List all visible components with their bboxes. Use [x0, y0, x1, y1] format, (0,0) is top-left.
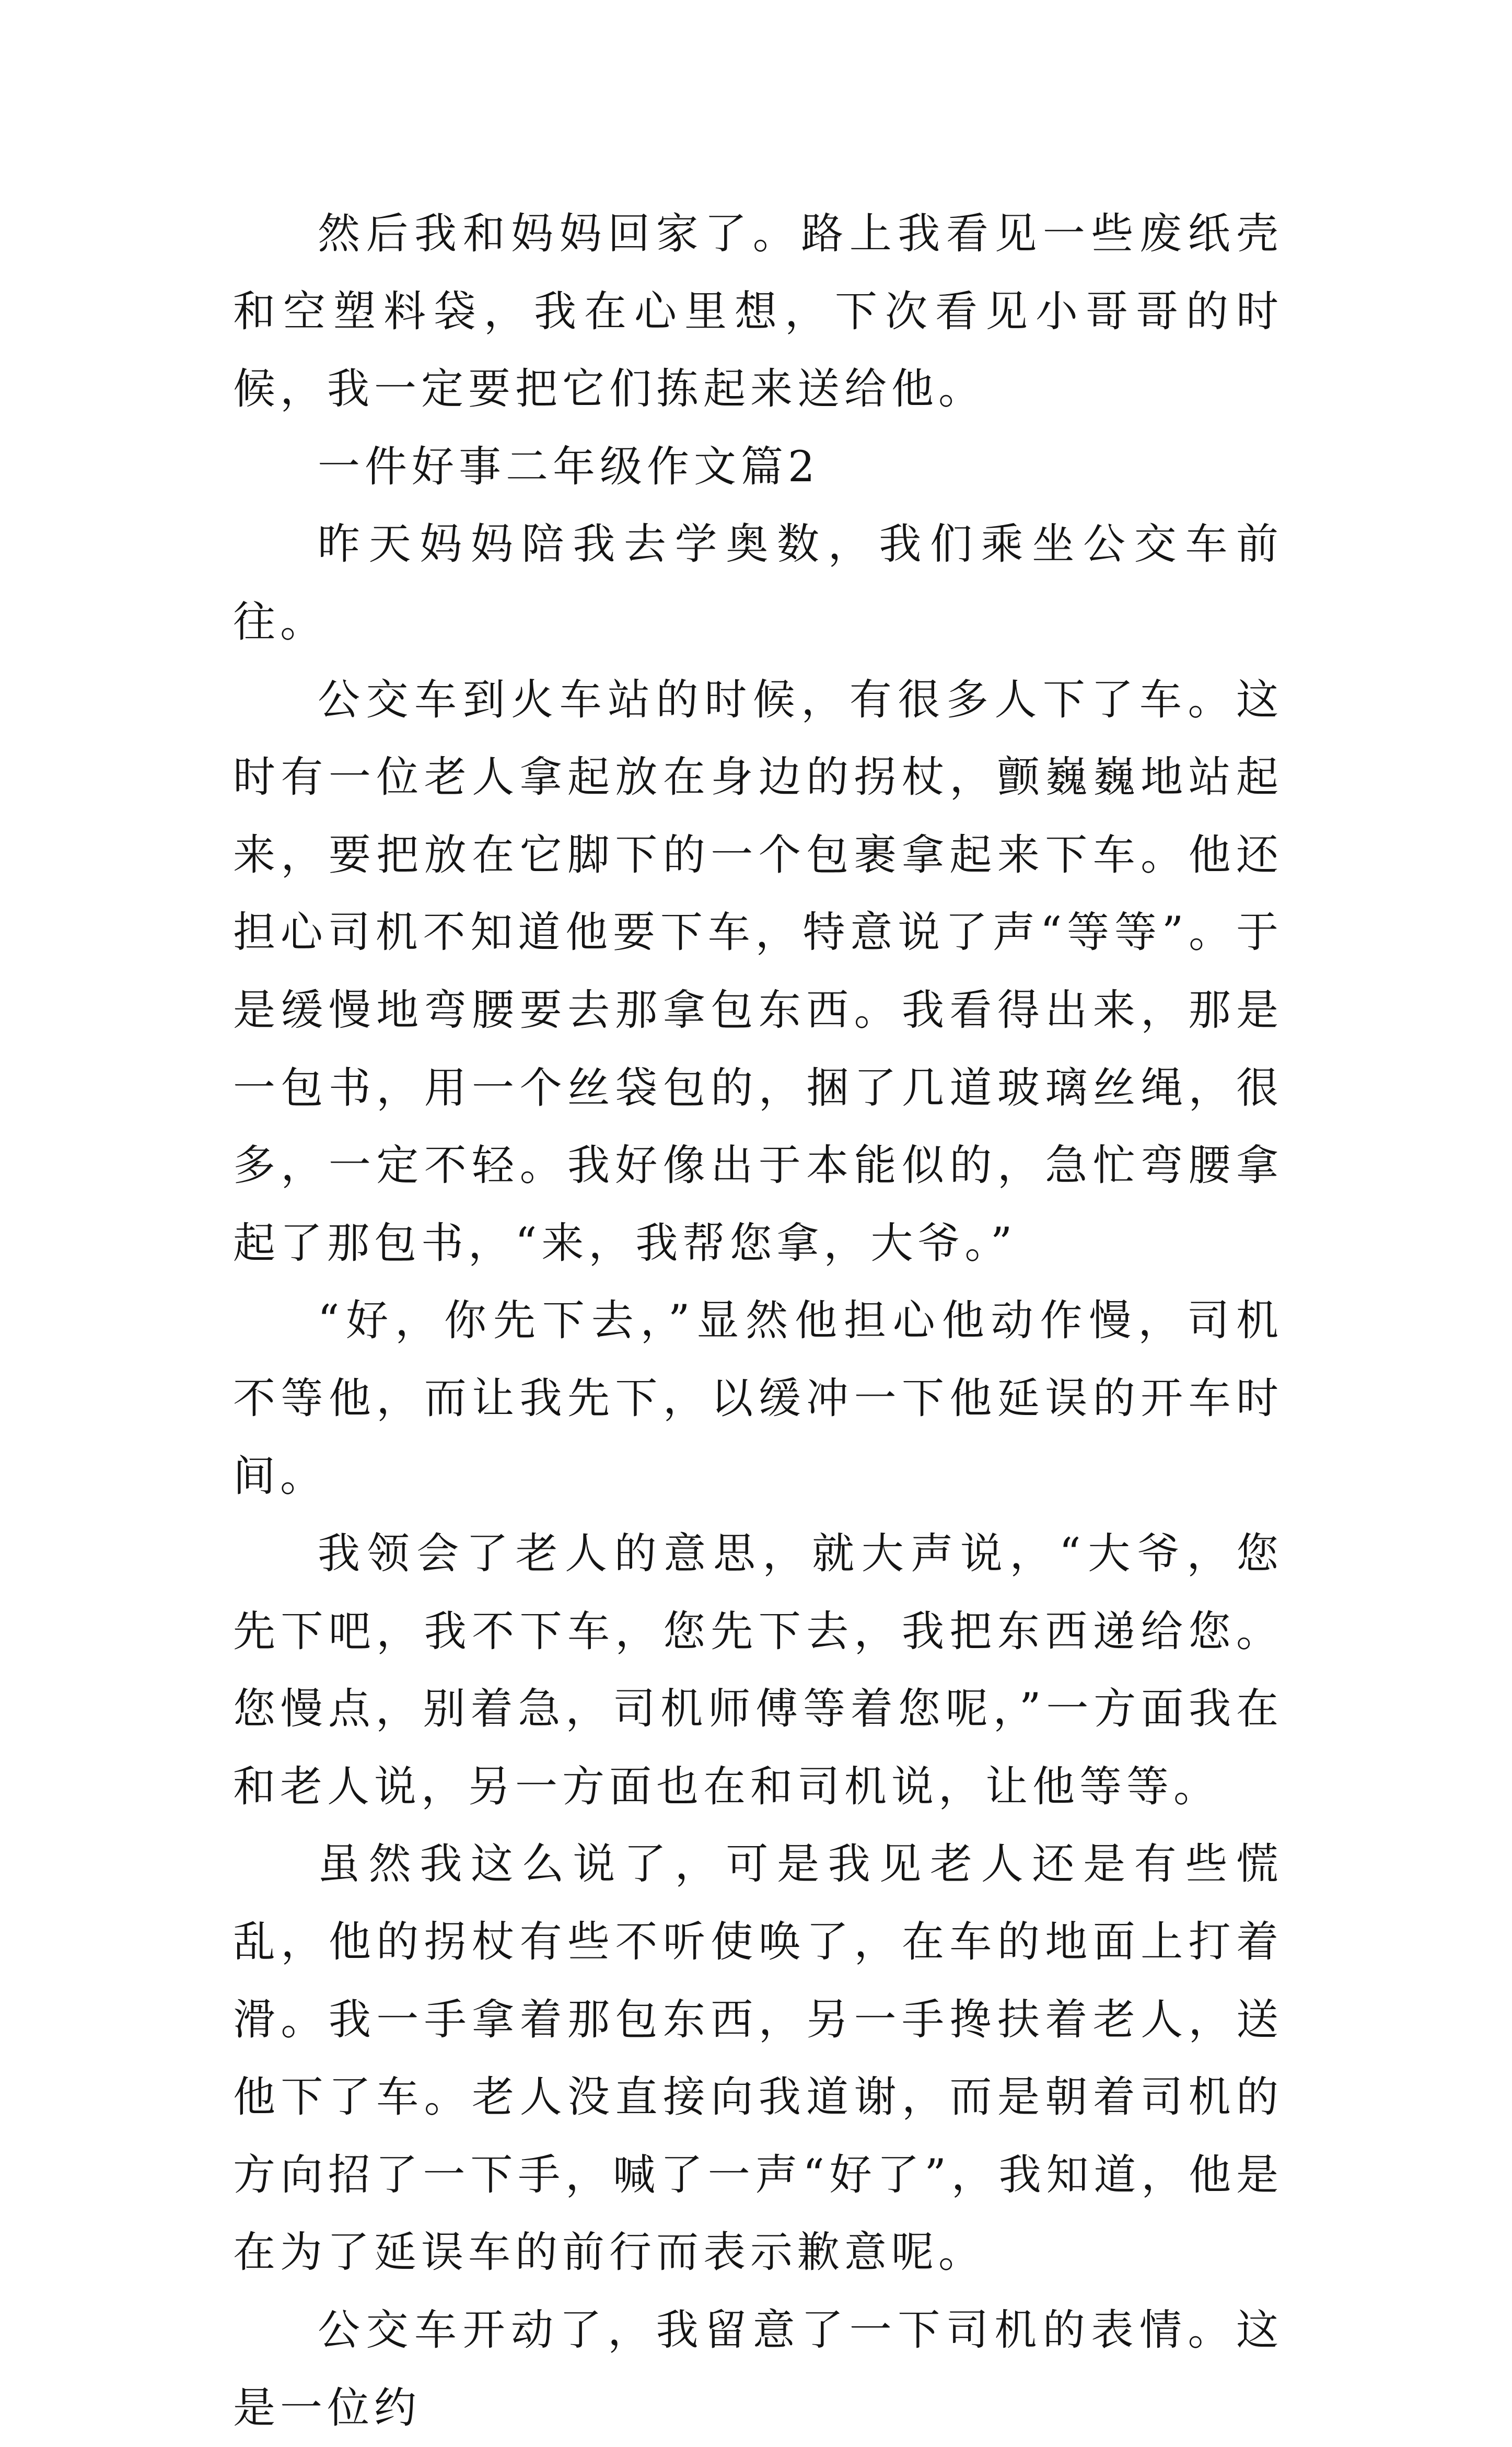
- paragraph-5: 我领会了老人的意思，就大声说，“大爷，您先下吧，我不下车，您先下去，我把东西递给您。您慢点，别着急，司机师傅等着您呢，”一方面我在和老人说，另一方面也在和司机说，让他等等。: [233, 1529, 1283, 1812]
- body-text: [233, 195, 1283, 2447]
- paragraph-2: 昨天妈妈陪我去学奥数，我们乘坐公交车前往。: [233, 520, 1283, 647]
- paragraph-6: 虽然我这么说了，可是我见老人还是有些慌乱，他的拐杖有些不听使唤了，在车的地面上打着滑。我一手拿着那包东西，另一手搀扶着老人，送他下了车。老人没直接向我道谢，而是朝着司机的方向招了一下手，喊了一声“好了”，我知道，他是在为了延误车的前行而表示歉意呢。: [233, 1840, 1283, 2278]
- paragraph-7: 公交车开动了，我留意了一下司机的表情。这是一位约: [233, 2306, 1283, 2433]
- paragraph-3: 公交车到火车站的时候，有很多人下了车。这时有一位老人拿起放在身边的拐杖，颤巍巍地站起来，要把放在它脚下的一个包裹拿起来下车。他还担心司机不知道他要下车，特意说了声“等等”。于是缓慢地弯腰要去那拿包东西。我看得出来，那是一包书，用一个丝袋包的，捆了几道玻璃丝绳，很多，一定不轻。我好像出于本能似的，急忙弯腰拿起了那包书，“来，我帮您拿，大爷。”: [233, 675, 1283, 1268]
- paragraph-4: “好，你先下去，”显然他担心他动作慢，司机不等他，而让我先下，以缓冲一下他延误的开车时间。: [233, 1296, 1283, 1501]
- section-heading: 一件好事二年级作文篇2: [318, 442, 820, 492]
- paragraph-1: 然后我和妈妈回家了。路上我看见一些废纸壳和空塑料袋，我在心里想，下次看见小哥哥的时候，我一定要把它们拣起来送给他。: [233, 210, 1283, 414]
